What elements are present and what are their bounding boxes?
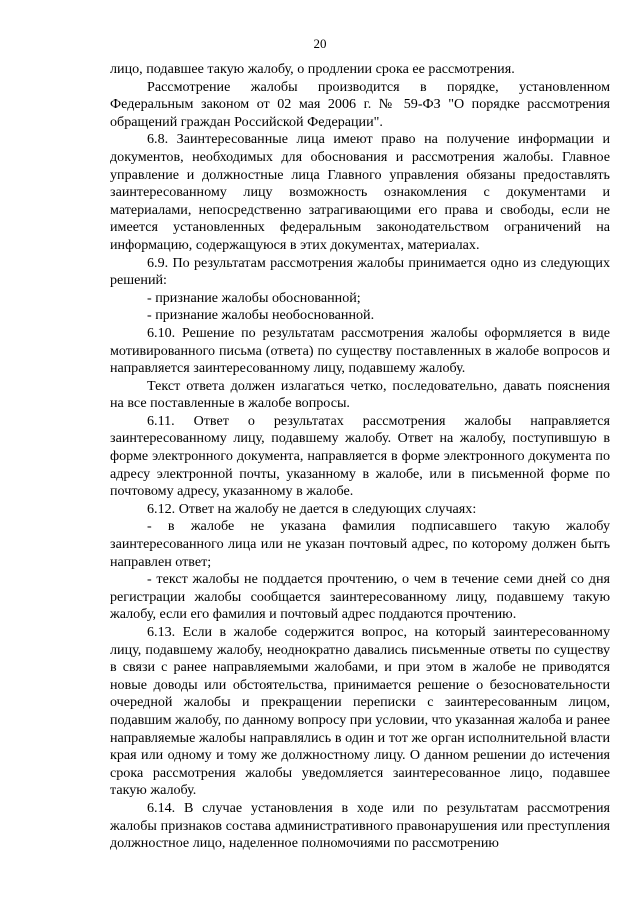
page-number: 20 — [313, 36, 327, 51]
paragraph-6-12: 6.12. Ответ на жалобу не дается в следующих случаях: — [147, 500, 477, 517]
paragraph-6-13: 6.13. Если в жалобе содержится вопрос, на который заинтересованному лицу, подавшему жалобу, неоднократно давались письменные ответы по существу в связи с ранее направляемыми жалобами, и при этом в жалобе не приводятся новые доводы или обстоятельства, принимается решение о безосновательности очередной жалобы и прекращении переписки с заинтересованным лицом, подавшим жалобу, по данному вопросу при условии, что указанная жалоба и ранее направляемые жалобы направлялись в один и тот же орган исполнительной власти края или одному и тому же должностному лицу. О данном решении до истечения срока рассмотрения жалобы уведомляется заинтересованное лицо, подавшее такую жалобу. — [110, 624, 610, 799]
list-item-unreadable: - текст жалобы не поддается прочтению, о чем в течение семи дней со дня регистрации жалобы сообщается заинтересованному лицу, подавшему такую жалобу, если его фамилия и почтовый адрес поддаются прочтению. — [110, 571, 610, 623]
paragraph-6-11: 6.11. Ответ о результатах рассмотрения жалобы направляется заинтересованному лицу, подавшему жалобу. Ответ на жалобу, поступившую в форме электронного документа, направляется в форме электронного документа по адресу электронной почты, указанному в жалобе, или в письменной форме по почтовому адресу, указанному в жалобе. — [110, 412, 610, 500]
paragraph-answer-text: Текст ответа должен излагаться четко, последовательно, давать пояснения на все поставленные в жалобе вопросы. — [110, 377, 610, 412]
paragraph-6-8: 6.8. Заинтересованные лица имеют право на получение информации и документов, необходимых для обоснования и рассмотрения жалобы. Главное управление и должностные лица Главного управления обязаны предоставлять заинтересованному лицу возможность ознакомления с документами и материалами, непосредственно затрагивающими его права и свободы, если не имеется установленных федеральным законодательством ограничений на информацию, содержащуюся в этих документах, материалах. — [110, 131, 610, 253]
paragraph-review-procedure: Рассмотрение жалобы производится в порядке, установленном Федеральным законом от 02 мая 2006 г. № 59-ФЗ "О порядке рассмотрения обращений граждан Российской Федерации". — [110, 78, 610, 130]
paragraph-6-10: 6.10. Решение по результатам рассмотрения жалобы оформляется в виде мотивированного письма (ответа) по существу поставленных в жалобе вопросов и направляется заинтересованному лицу, подавшему жалобу. — [110, 324, 610, 377]
list-item-justified: - признание жалобы обоснованной; — [147, 289, 361, 306]
body-text — [110, 61, 610, 853]
paragraph-6-9: 6.9. По результатам рассмотрения жалобы принимается одно из следующих решений: — [110, 254, 610, 289]
list-item-no-name: - в жалобе не указана фамилия подписавшего такую жалобу заинтересованного лица или не указан почтовый адрес, по которому должен быть направлен ответ; — [110, 518, 610, 570]
paragraph-continuation: лицо, подавшее такую жалобу, о продлении срока ее рассмотрения. — [110, 61, 515, 77]
list-item-unjustified: - признание жалобы необоснованной. — [147, 307, 375, 324]
paragraph-6-14: 6.14. В случае установления в ходе или по результатам рассмотрения жалобы признаков состава административного правонарушения или преступления должностное лицо, наделенное полномочиями по рассмотрению — [110, 799, 610, 852]
